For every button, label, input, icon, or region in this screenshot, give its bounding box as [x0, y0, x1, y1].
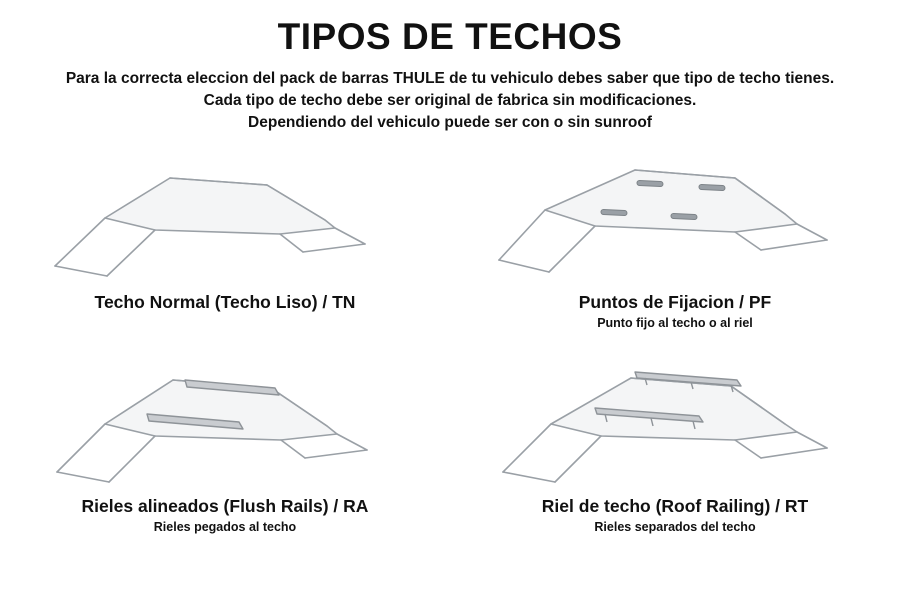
infographic-page — [0, 16, 900, 616]
roof-type-card-rieles-alineados — [0, 348, 450, 548]
page-title: TIPOS DE TECHOS — [277, 16, 623, 57]
roof-type-caption: Rieles alineados (Flush Rails) / RA — [81, 496, 369, 516]
roof-type-subcaption: Rieles pegados al techo — [153, 520, 297, 534]
subtitle-line-3: Dependiendo del vehiculo puede ser con o sin sunroof — [248, 114, 652, 131]
subtitle-line-2: Cada tipo de techo debe ser original de fabrica sin modificaciones. — [203, 92, 697, 109]
page-subtitle — [20, 68, 880, 134]
car-roof-flush-rails-icon — [35, 352, 415, 492]
roof-type-subcaption: Rieles separados del techo — [594, 520, 756, 534]
car-roof-plain-icon — [35, 148, 415, 288]
car-roof-raised-rails-icon — [485, 352, 865, 492]
roof-type-subcaption: Punto fijo al techo o al riel — [597, 316, 753, 330]
roof-type-caption: Riel de techo (Roof Railing) / RT — [541, 496, 809, 516]
roof-type-card-techo-normal — [0, 148, 450, 348]
roof-type-card-riel-de-techo — [450, 348, 900, 548]
roof-types-grid — [0, 148, 900, 548]
car-roof-fixpoints-icon — [485, 148, 865, 288]
roof-type-caption: Techo Normal (Techo Liso) / TN — [94, 292, 356, 312]
roof-type-caption: Puntos de Fijacion / PF — [578, 292, 772, 312]
roof-type-card-puntos-de-fijacion — [450, 148, 900, 348]
subtitle-line-1: Para la correcta eleccion del pack de barras THULE de tu vehiculo debes saber que tipo de techo tienes. — [65, 70, 835, 87]
